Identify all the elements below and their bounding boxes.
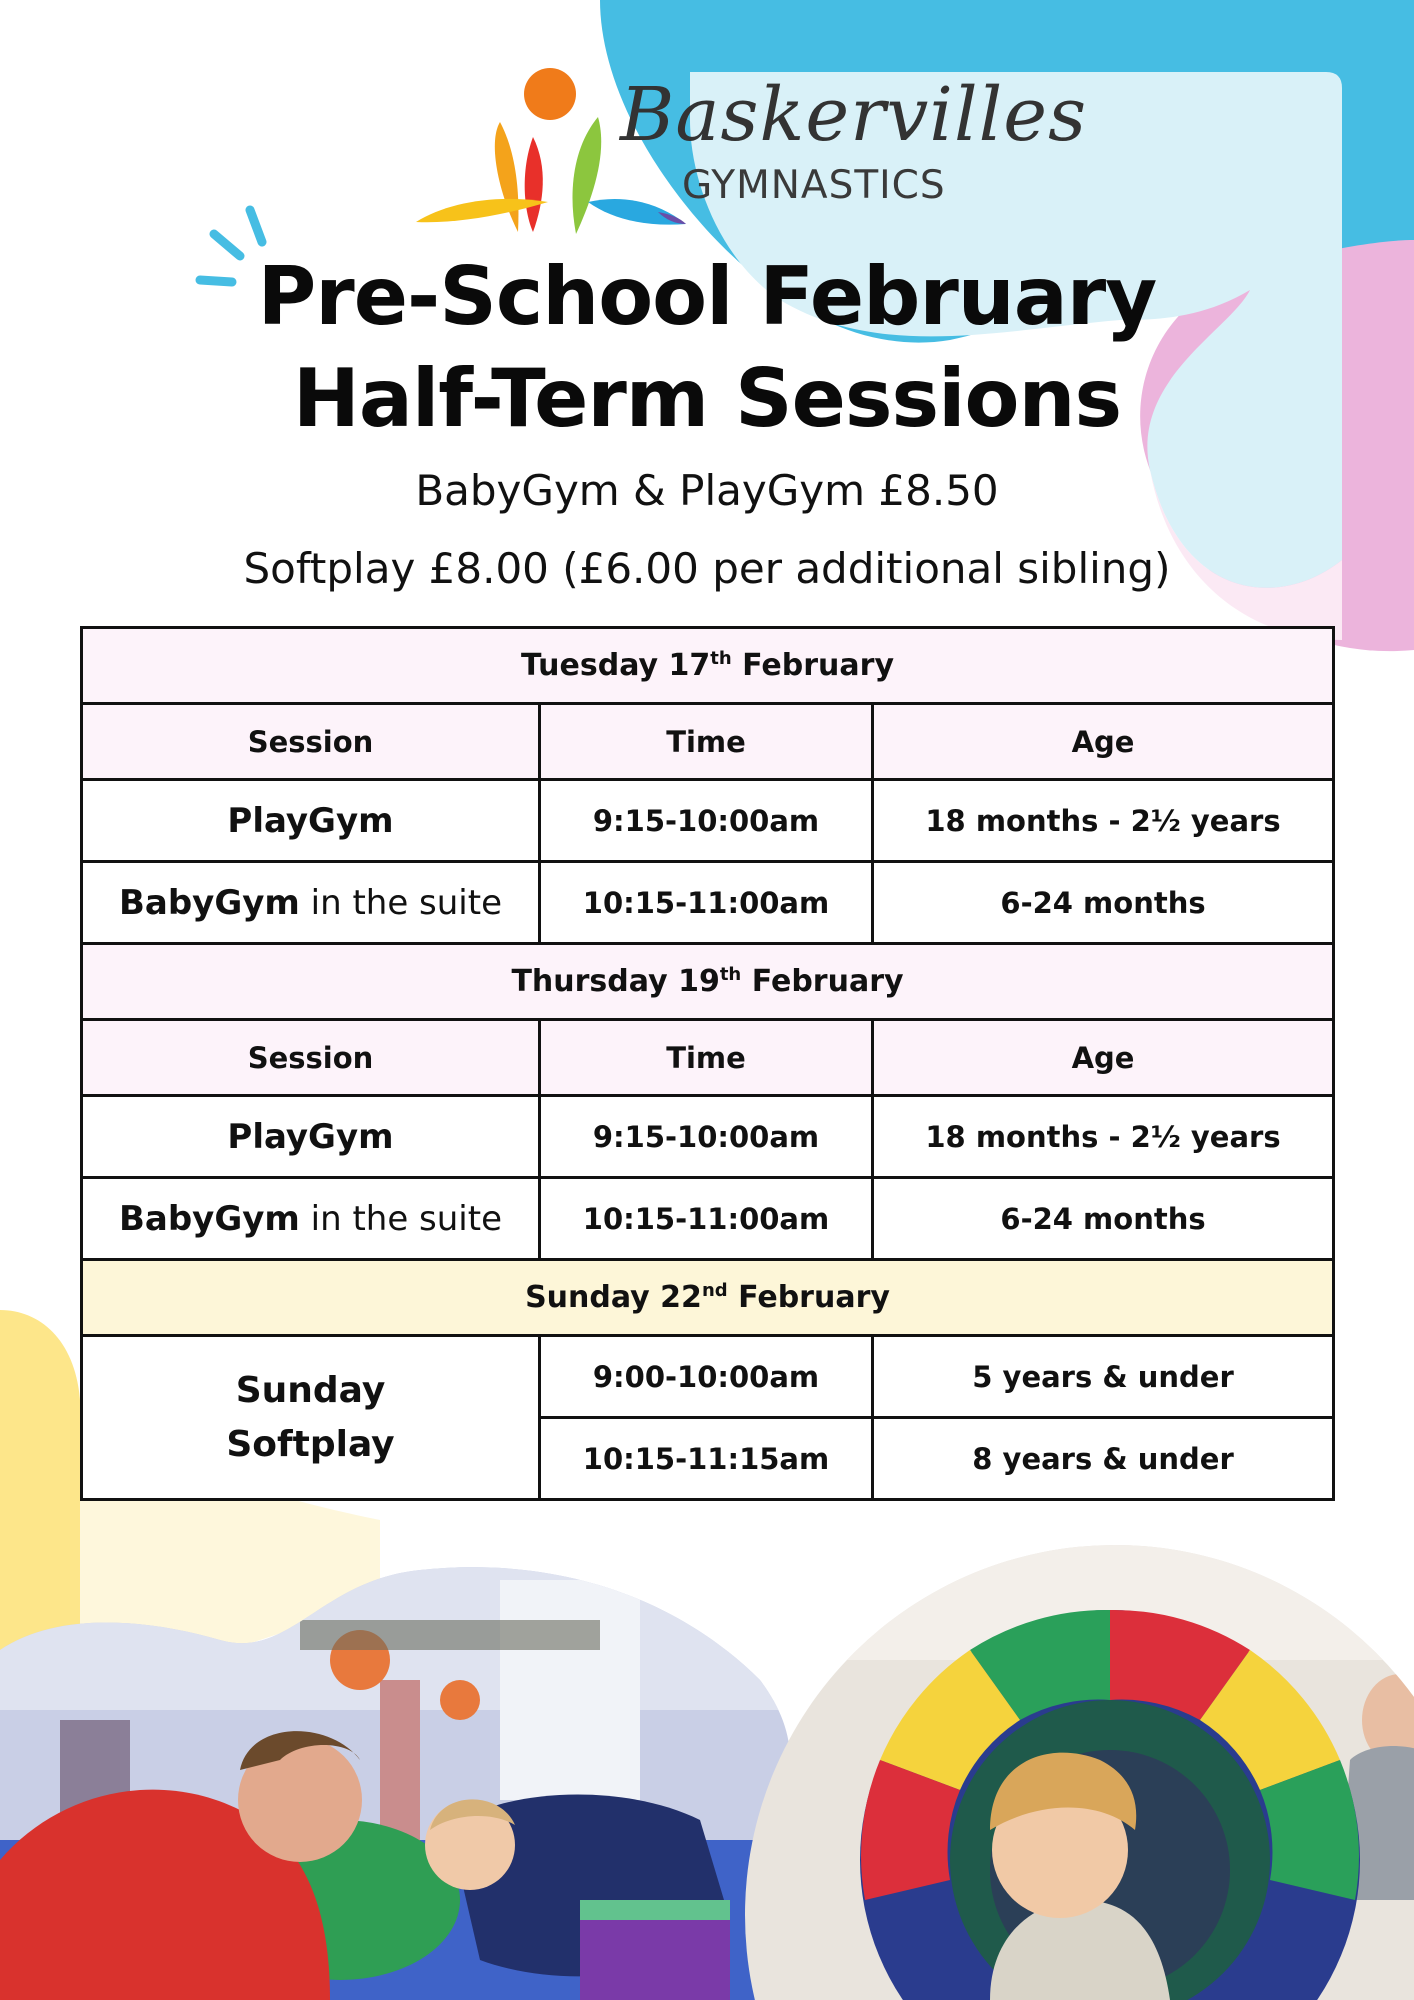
age-cell: 18 months - 2½ years <box>873 1096 1334 1178</box>
logo-subtitle: GYMNASTICS <box>682 163 946 208</box>
day-heading: Thursday 19th February <box>82 944 1334 1020</box>
table-row <box>82 1178 1334 1260</box>
page-title <box>0 246 1414 450</box>
age-cell: 6-24 months <box>873 862 1334 944</box>
time-header: Time <box>540 1020 873 1096</box>
table-row <box>82 1096 1334 1178</box>
session-header: Session <box>82 1020 540 1096</box>
age-header: Age <box>873 1020 1334 1096</box>
age-cell: 6-24 months <box>873 1178 1334 1260</box>
session-cell: PlayGym <box>82 1096 540 1178</box>
time-cell: 10:15-11:00am <box>540 862 873 944</box>
photo-soft-play-tunnel <box>730 1540 1414 2000</box>
time-cell: 10:15-11:15am <box>540 1418 873 1500</box>
gym-price: BabyGym & PlayGym £8.50 <box>415 466 999 515</box>
table-row <box>82 1336 1334 1418</box>
day-heading: Tuesday 17th February <box>82 628 1334 704</box>
softplay-price: Softplay £8.00 (£6.00 per additional sibling) <box>243 544 1171 593</box>
title-line-1: Pre-School February <box>257 250 1157 343</box>
logo-wordmark: Baskervilles <box>620 72 1088 158</box>
table-row <box>82 862 1334 944</box>
age-cell: 8 years & under <box>873 1418 1334 1500</box>
session-cell: BabyGym in the suite <box>82 1178 540 1260</box>
time-header: Time <box>540 704 873 780</box>
time-cell: 9:15-10:00am <box>540 780 873 862</box>
session-cell: PlayGym <box>82 780 540 862</box>
age-header: Age <box>873 704 1334 780</box>
time-cell: 9:15-10:00am <box>540 1096 873 1178</box>
time-cell: 10:15-11:00am <box>540 1178 873 1260</box>
column-header-row <box>82 1020 1334 1096</box>
day-header-row <box>82 1260 1334 1336</box>
time-cell: 9:00-10:00am <box>540 1336 873 1418</box>
session-header: Session <box>82 704 540 780</box>
column-header-row <box>82 704 1334 780</box>
age-cell: 5 years & under <box>873 1336 1334 1418</box>
table-row <box>82 780 1334 862</box>
softplay-line-2: Softplay <box>226 1423 395 1465</box>
age-cell: 18 months - 2½ years <box>873 780 1334 862</box>
title-line-2: Half-Term Sessions <box>292 352 1122 445</box>
day-heading: Sunday 22nd February <box>82 1260 1334 1336</box>
session-cell <box>82 1336 540 1500</box>
schedule-table <box>80 626 1335 1501</box>
day-header-row <box>82 944 1334 1020</box>
day-header-row <box>82 628 1334 704</box>
session-cell: BabyGym in the suite <box>82 862 540 944</box>
softplay-line-1: Sunday <box>235 1369 386 1411</box>
